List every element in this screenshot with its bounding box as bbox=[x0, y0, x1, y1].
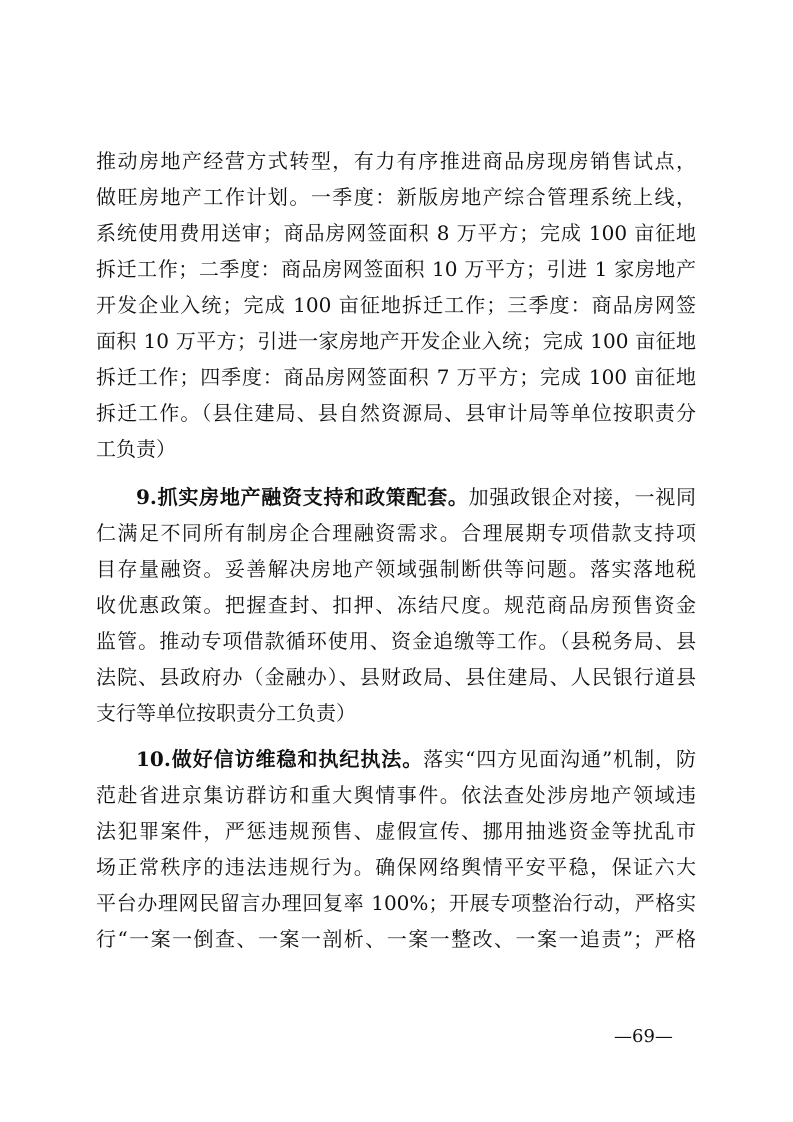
paragraph-item-10-petition bbox=[96, 741, 696, 957]
text-line: 系统使用费用送审；商品房网签面积 8 万平方；完成 100 亩征地 bbox=[96, 221, 696, 245]
paragraph-real-estate-plan bbox=[96, 143, 696, 467]
paragraph-item-9-financing bbox=[96, 479, 696, 731]
text-line: 工负责） bbox=[96, 437, 176, 461]
item-9-first-line bbox=[96, 479, 696, 515]
text-line: 目存量融资。妥善解决房地产领域强制断供等问题。落实落地税 bbox=[96, 557, 696, 581]
text-line: 平台办理网民留言办理回复率 100%；开展专项整治行动，严格实 bbox=[96, 891, 696, 915]
item-10-first-line bbox=[96, 741, 696, 777]
text-line: 支行等单位按职责分工负责） bbox=[96, 701, 356, 725]
text-line: 拆迁工作。（县住建局、县自然资源局、县审计局等单位按职责分 bbox=[96, 401, 696, 425]
item-10-heading: 10.做好信访维稳和执纪执法。 bbox=[136, 747, 424, 771]
text-line: 场正常秩序的违法违规行为。确保网络舆情平安平稳，保证六大 bbox=[96, 855, 696, 879]
text-line: 面积 10 万平方；引进一家房地产开发企业入统；完成 100 亩征地 bbox=[96, 329, 696, 353]
text-line: 做旺房地产工作计划。一季度：新版房地产综合管理系统上线， bbox=[96, 185, 696, 209]
text-line: 法犯罪案件，严惩违规预售、虚假宣传、挪用抽逃资金等扰乱市 bbox=[96, 819, 696, 843]
text-line: 推动房地产经营方式转型，有力有序推进商品房现房销售试点， bbox=[96, 149, 696, 173]
text-line: 拆迁工作；二季度：商品房网签面积 10 万平方；引进 1 家房地产 bbox=[96, 257, 696, 281]
text-line: 监管。推动专项借款循环使用、资金追缴等工作。（县税务局、县 bbox=[96, 629, 696, 653]
item-9-first-line-text: 加强政银企对接，一视同 bbox=[468, 485, 696, 509]
text-line: 范赴省进京集访群访和重大舆情事件。依法查处涉房地产领域违 bbox=[96, 783, 696, 807]
text-line: 收优惠政策。把握查封、扣押、冻结尺度。规范商品房预售资金 bbox=[96, 593, 696, 617]
text-line: 拆迁工作；四季度：商品房网签面积 7 万平方；完成 100 亩征地 bbox=[96, 365, 696, 389]
item-10-first-line-text: 落实“四方见面沟通”机制，防 bbox=[423, 747, 696, 771]
item-9-heading: 9.抓实房地产融资支持和政策配套。 bbox=[136, 485, 469, 509]
text-line: 行“一案一倒查、一案一剖析、一案一整改、一案一追责”；严格 bbox=[96, 927, 696, 951]
text-line: 仁满足不同所有制房企合理融资需求。合理展期专项借款支持项 bbox=[96, 521, 696, 545]
page-number: —69— bbox=[614, 1026, 673, 1047]
text-line: 法院、县政府办（金融办）、县财政局、县住建局、人民银行道县 bbox=[96, 665, 696, 689]
text-line: 开发企业入统；完成 100 亩征地拆迁工作；三季度：商品房网签 bbox=[96, 293, 696, 317]
